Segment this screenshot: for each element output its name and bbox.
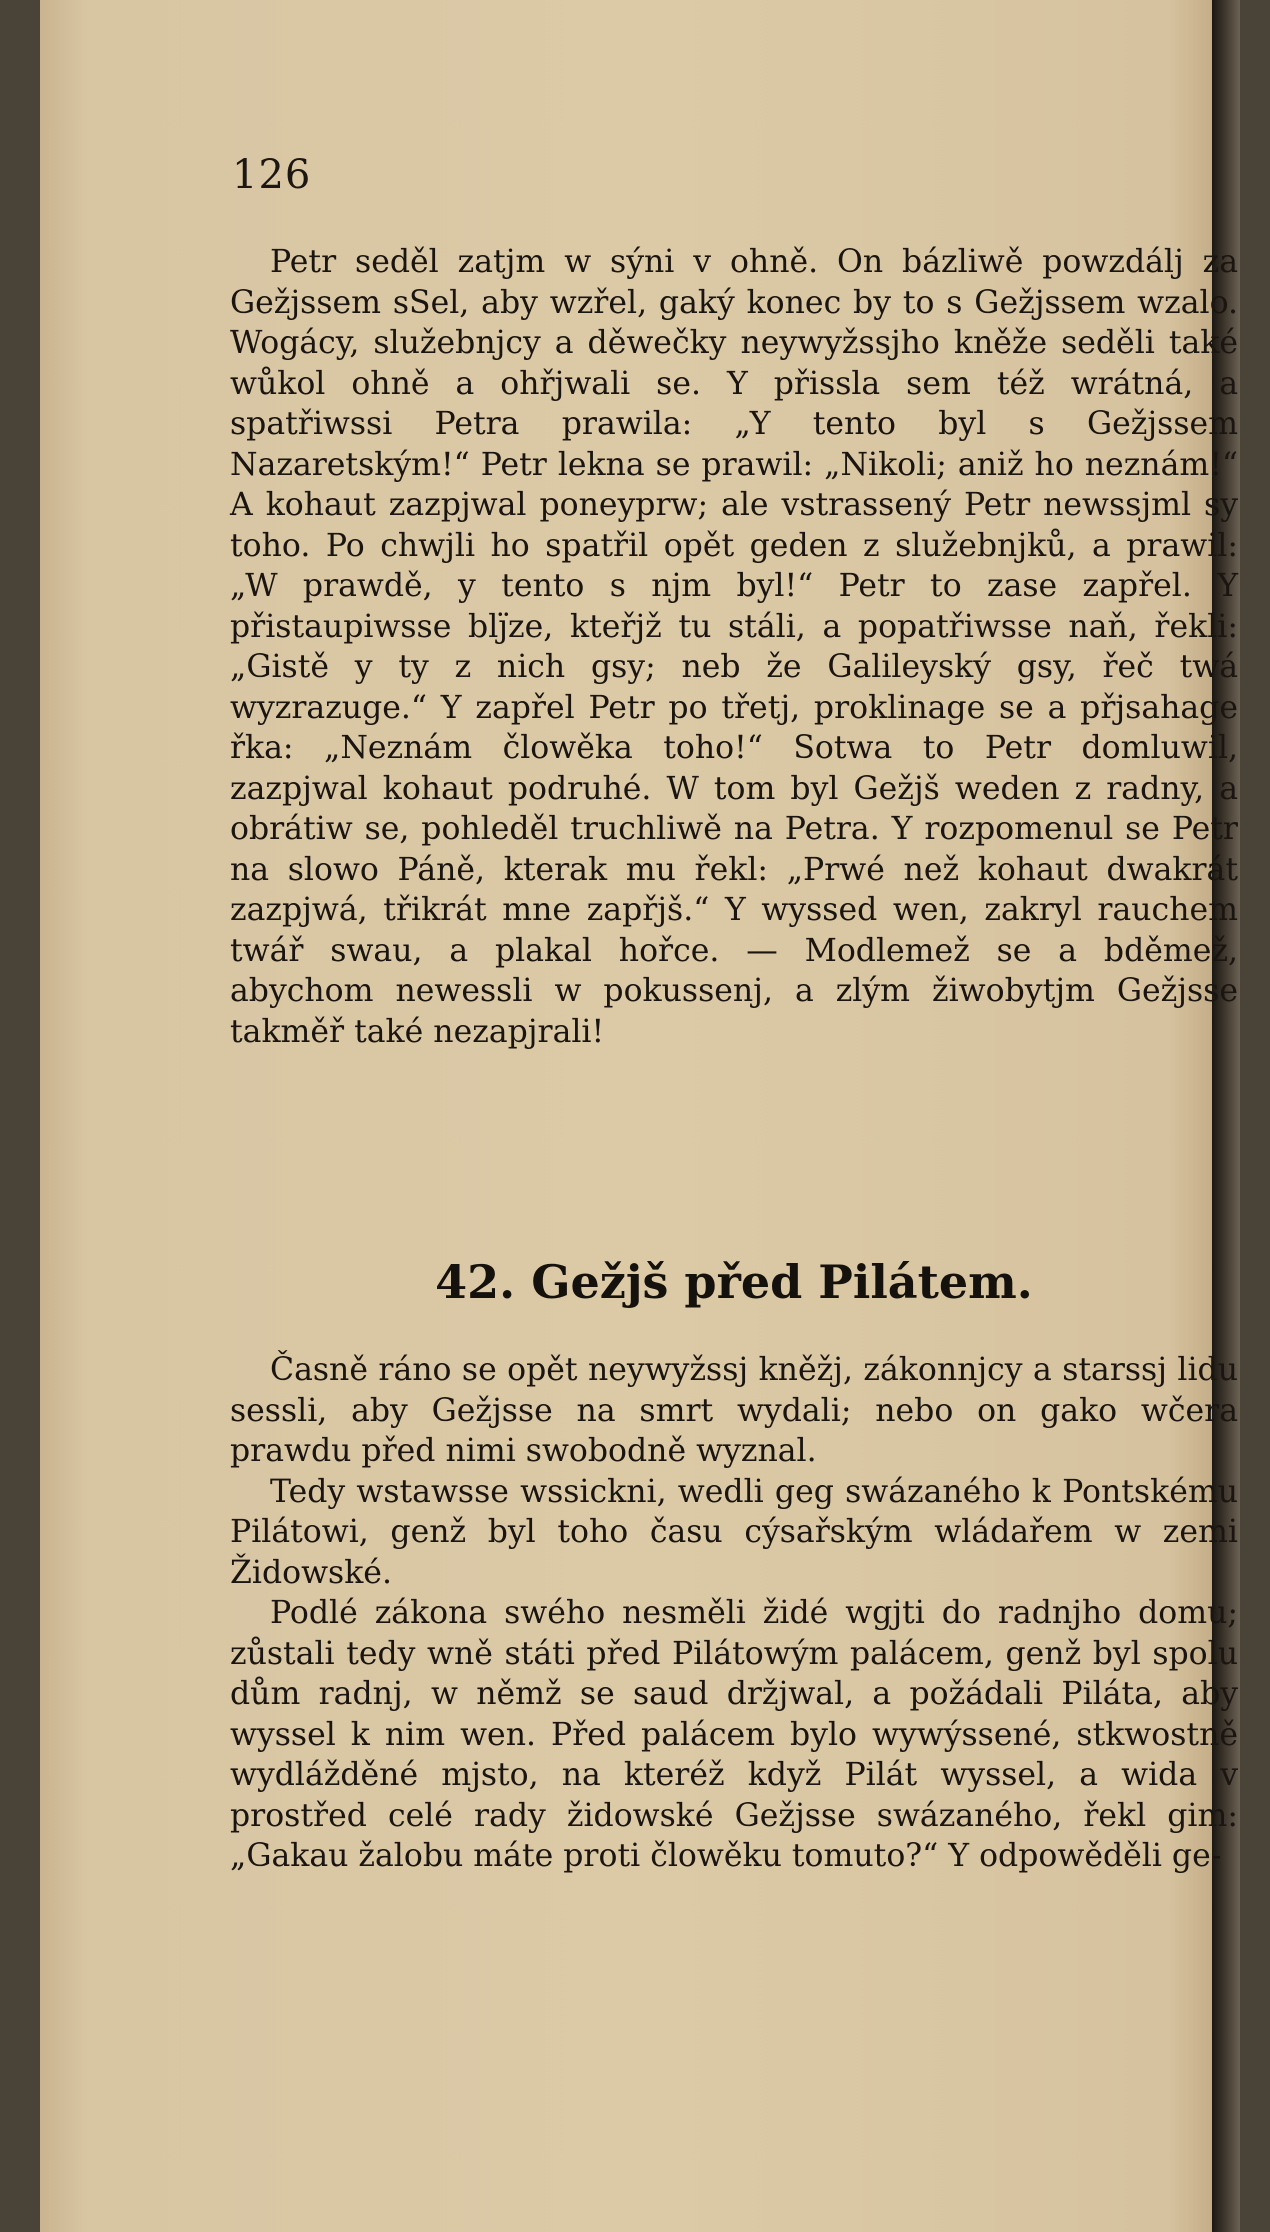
paragraph: Petr seděl zatjm w sýni v ohně. On bázliwě powzdálj za Gežjssem sSel, aby wzřel, gaký konec by to s Gežjssem wzalo. Wogácy, služebnjcy a děwečky neywyžssjho kněže seděli také wůkol ohně a ohřjwali se. Y přissla sem též wrátná, a spatřiwssi Petra prawila: „Y tento byl s Gežjssem Nazaretským!“ Petr lekna se prawil: „Nikoli; aniž ho neznám!“ A kohaut zazpjwal poneyprw; ale vstrassený Petr newssjml sy toho. Po chwjli ho spatřil opět geden z služebnjků, a prawil: „W prawdě, y tento s njm byl!“ Petr to zase zapřel. Y přistaupiwsse blj̈ze, kteřjž tu stáli, a popatřiwsse naň, řekli: „Gistě y ty z nich gsy; neb že Galileyský gsy, řeč twá wyzrazuge.“ Y zapřel Petr po třetj, proklinage se a přjsahage řka: „Neznám člowěka toho!“ Sotwa to Petr domluwil, zazpjwal kohaut podruhé. W tom byl Gežjš weden z radny, a obrátiw se, pohleděl truchliwě na Petra. Y rozpomenul se Petr na slowo Páně, kterak mu řekl: „Prwé než kohaut dwakrát zazpjwá, třikrát mne zapřjš.“ Y wyssed wen, zakryl rauchem twář swau, a plakal hořce. — Modlemež se a bděmež, abychom newessli w pokussenj, a zlým žiwobytjm Gežjsse takměř také nezapjrali! [230,244,1238,1050]
paragraph: Podlé zákona swého nesměli židé wgjti do radnjho domu; zůstali tedy wně státi před Pilátowým palácem, genž byl spolu dům radnj, w němž se saud držjwal, a požádali Piláta, aby wyssel k nim wen. Před palácem bylo wywýssené, stkwostně wydlážděné mjsto, na kteréž když Pilát wyssel, a wida v prostřed celé rady židowské Gežjsse swázaného, řekl gim: „Gakau žalobu máte proti člowěku tomuto?“ Y odpowěděli ge- [230,1595,1238,1874]
paragraph: Tedy wstawsse wssickni, wedli geg swázaného k Pontskému Pilátowi, genž byl toho času cýsařským wládařem w zemi Židowské. [230,1473,1238,1591]
page-number: 126 [232,152,312,198]
section-heading: 42. Gežjš před Pilátem. [435,1255,1033,1309]
book-page [40,0,1240,2232]
previous-section-text [230,242,1238,1052]
section-text [230,1350,1238,1877]
paragraph: Časně ráno se opět neywyžssj kněžj, zákonnjcy a starssj lidu sessli, aby Gežjsse na smrt wydali; nebo on gako wčera prawdu před nimi swobodně wyznal. [230,1352,1238,1469]
